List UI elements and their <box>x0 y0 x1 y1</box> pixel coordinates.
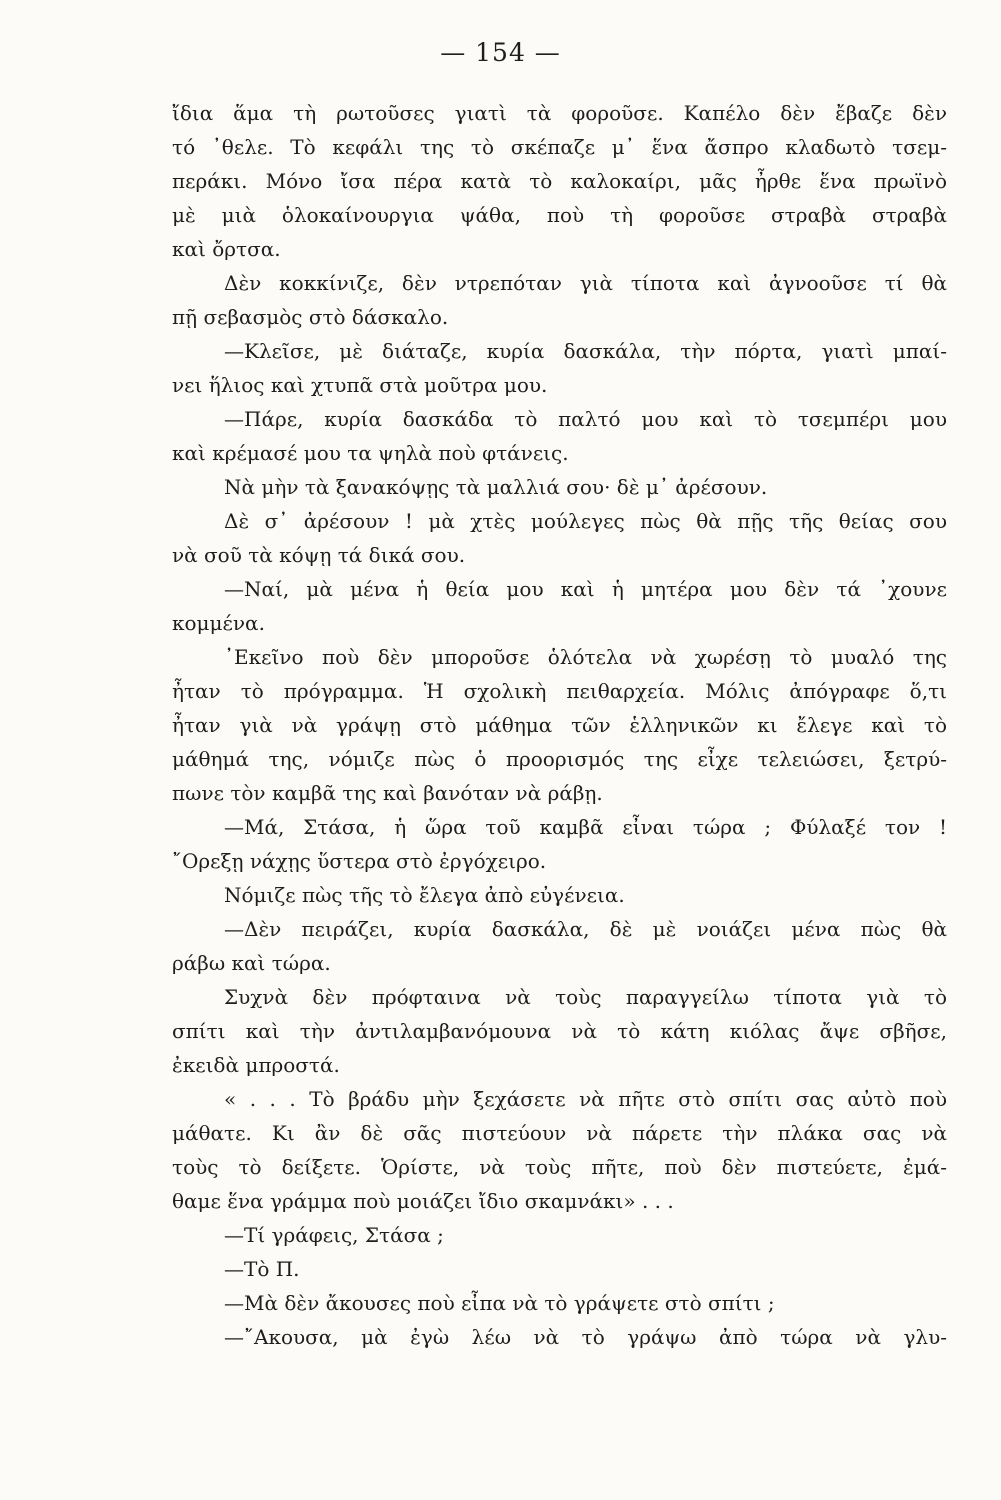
text-line: καὶ ὄρτσα. <box>172 237 281 261</box>
text-line: —Κλεῖσε, μὲ διάταζε, κυρία δασκάλα, τὴν πόρτα, γιατὶ μπαί- <box>224 339 947 363</box>
text-line: πῇ σεβασμὸς στὸ δάσκαλο. <box>172 305 449 329</box>
page-number: — 154 — <box>440 38 561 67</box>
text-line: ᾽Εκεῖνο ποὺ δὲν μποροῦσε ὁλότελα νὰ χωρέσῃ τὸ μυαλό της <box>224 645 947 669</box>
text-line: ράβω καὶ τώρα. <box>172 951 331 975</box>
text-line: καὶ κρέμασέ μου τα ψηλὰ ποὺ φτάνεις. <box>172 441 569 465</box>
text-line: τοὺς τὸ δείξετε. Ὁρίστε, νὰ τοὺς πῆτε, ποὺ δὲν πιστεύετε, ἐμά- <box>172 1155 947 1179</box>
text-line: —Τί γράφεις, Στάσα ; <box>224 1223 444 1247</box>
text-line: —Τὸ Π. <box>224 1257 300 1281</box>
text-line: τό ᾽θελε. Τὸ κεφάλι της τὸ σκέπαζε μ᾽ ἕνα ἄσπρο κλαδωτὸ τσεμ- <box>172 135 947 159</box>
text-line: —Δὲν πειράζει, κυρία δασκάλα, δὲ μὲ νοιάζει μένα πὼς θὰ <box>224 917 947 941</box>
text-line: μὲ μιὰ ὁλοκαίνουργια ψάθα, ποὺ τὴ φοροῦσε στραβὰ στραβὰ <box>172 203 947 227</box>
text-line: —῎Ακουσα, μὰ ἐγὼ λέω νὰ τὸ γράψω ἀπὸ τώρα νὰ γλυ- <box>224 1325 947 1349</box>
text-line: νει ἥλιος καὶ χτυπᾶ στὰ μοῦτρα μου. <box>172 373 548 397</box>
text-line: Δὲν κοκκίνιζε, δὲν ντρεπόταν γιὰ τίποτα καὶ ἀγνοοῦσε τί θὰ <box>224 271 947 295</box>
text-line: ἦταν γιὰ νὰ γράψῃ στὸ μάθημα τῶν ἑλληνικῶν κι ἔλεγε καὶ τὸ <box>172 713 947 737</box>
text-line: σπίτι καὶ τὴν ἀντιλαμβανόμουνα νὰ τὸ κάτη κιόλας ἄψε σβῆσε, <box>172 1019 947 1043</box>
text-line: Δὲ σ᾽ ἀρέσουν ! μὰ χτὲς μούλεγες πὼς θὰ πῇς τῆς θείας σου <box>224 509 947 533</box>
text-line: Νὰ μὴν τὰ ξανακόψῃς τὰ μαλλιά σου· δὲ μ᾽ ἀρέσουν. <box>224 475 768 499</box>
text-line: θαμε ἕνα γράμμα ποὺ μοιάζει ἴδιο σκαμνάκι» . . . <box>172 1189 674 1213</box>
text-line: πωνε τὸν καμβᾶ της καὶ βανόταν νὰ ράβῃ. <box>172 781 603 805</box>
text-line: Νόμιζε πὼς τῆς τὸ ἔλεγα ἀπὸ εὐγένεια. <box>224 883 625 907</box>
text-line: νὰ σοῦ τὰ κόψῃ τά δικά σου. <box>172 543 466 567</box>
text-line: ἴδια ἅμα τὴ ρωτοῦσες γιατὶ τὰ φοροῦσε. Καπέλο δὲν ἔβαζε δὲν <box>172 101 947 125</box>
text-line: Συχνὰ δὲν πρόφταινα νὰ τοὺς παραγγείλω τίποτα γιὰ τὸ <box>224 985 947 1009</box>
text-line: —Πάρε, κυρία δασκάδα τὸ παλτό μου καὶ τὸ τσεμπέρι μου <box>224 407 947 431</box>
text-line: κομμένα. <box>172 611 265 635</box>
text-line: —Μὰ δὲν ἄκουσες ποὺ εἶπα νὰ τὸ γράψετε στὸ σπίτι ; <box>224 1291 775 1315</box>
text-body <box>172 96 947 1354</box>
text-line: ἐκειδὰ μπροστά. <box>172 1053 340 1077</box>
text-line: ἦταν τὸ πρόγραμμα. Ἡ σχολικὴ πειθαρχεία. Μόλις ἀπόγραφε ὅ,τι <box>172 679 947 703</box>
text-line: ῎Ορεξῃ νάχῃς ὕστερα στὸ ἐργόχειρο. <box>172 849 547 873</box>
text-line: « . . . Τὸ βράδυ μὴν ξεχάσετε νὰ πῆτε στὸ σπίτι σας αὐτὸ ποὺ <box>224 1087 947 1111</box>
text-line: μάθημά της, νόμιζε πὼς ὁ προορισμός της εἶχε τελειώσει, ξετρύ- <box>172 747 947 771</box>
text-line: περάκι. Μόνο ἴσα πέρα κατὰ τὸ καλοκαίρι, μᾶς ἦρθε ἕνα πρωϊνὸ <box>172 169 947 193</box>
text-line: —Ναί, μὰ μένα ἡ θεία μου καὶ ἡ μητέρα μου δὲν τά ᾽χουνε <box>224 577 947 601</box>
text-line: —Μά, Στάσα, ἡ ὥρα τοῦ καμβᾶ εἶναι τώρα ; Φύλαξέ τον ! <box>224 815 947 839</box>
text-line: μάθατε. Κι ἂν δὲ σᾶς πιστεύουν νὰ πάρετε τὴν πλάκα σας νὰ <box>172 1121 947 1145</box>
